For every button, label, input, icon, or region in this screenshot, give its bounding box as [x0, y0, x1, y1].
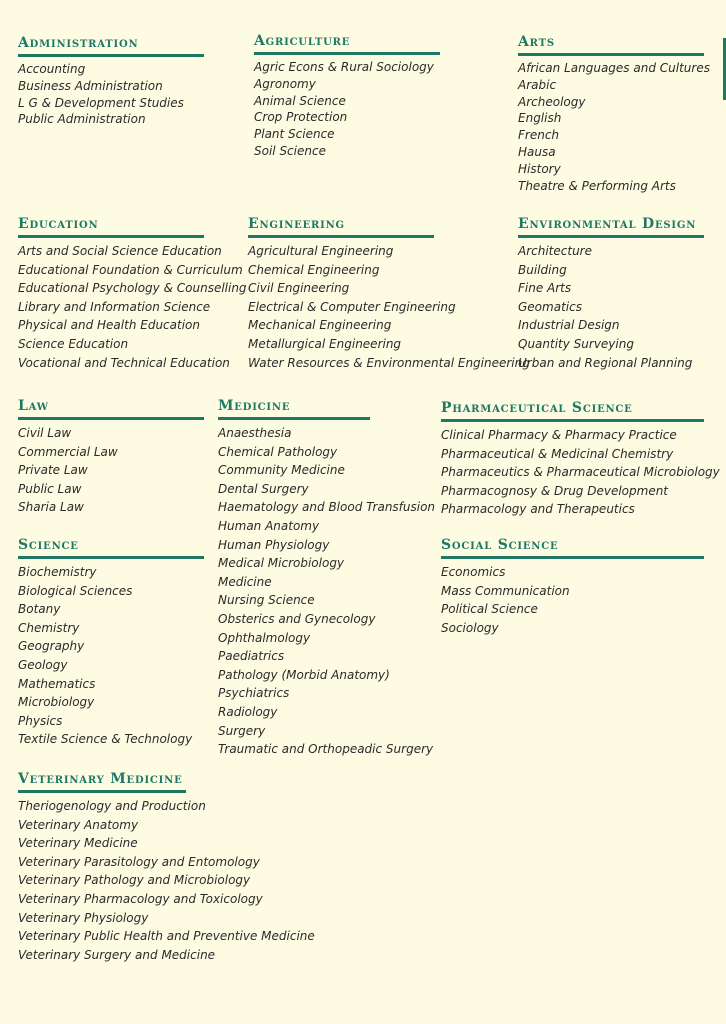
department-item: Geology — [18, 657, 68, 672]
department-item: Nursing Science — [218, 593, 315, 608]
department-list — [254, 59, 440, 160]
section-title: Medicine — [218, 398, 370, 420]
department-item: Arts and Social Science Education — [18, 244, 222, 258]
section-agriculture — [254, 33, 440, 160]
department-list — [248, 242, 530, 372]
department-item: Dental Surgery — [218, 481, 309, 496]
department-item: Plant Science — [254, 127, 335, 142]
department-item: Paediatrics — [218, 649, 285, 664]
section-arts — [518, 34, 710, 194]
section-title: Engineering — [248, 216, 434, 238]
department-item: Public Law — [18, 481, 82, 496]
department-list — [441, 563, 704, 637]
section-title: Arts — [518, 34, 704, 56]
department-item: Commercial Law — [18, 444, 118, 459]
department-item: Veterinary Pharmacology and Toxicology — [18, 891, 263, 906]
department-item: Public Administration — [18, 112, 146, 127]
section-medicine — [218, 398, 436, 759]
department-item: Traumatic and Orthopeadic Surgery — [218, 742, 434, 757]
department-list — [18, 797, 315, 964]
department-item: Psychiatrics — [218, 686, 290, 701]
department-item: Surgery — [218, 723, 266, 738]
department-item: Theatre & Performing Arts — [518, 178, 676, 193]
department-item: Building — [518, 262, 567, 277]
department-item: Economics — [441, 565, 506, 579]
section-title: Environmental Design — [518, 216, 704, 238]
department-item: Crop Protection — [254, 110, 348, 125]
department-item: Water Resources & Environmental Engineering — [248, 355, 530, 370]
department-item: Quantity Surveying — [518, 336, 634, 351]
department-item: Agricultural Engineering — [248, 244, 394, 258]
department-item: Private Law — [18, 463, 88, 478]
department-list — [518, 242, 704, 372]
section-title: Law — [18, 398, 204, 420]
department-item: Mass Communication — [441, 583, 570, 598]
department-item: Metallurgical Engineering — [248, 336, 402, 351]
department-item: Medicine — [218, 574, 272, 589]
department-item: Textile Science & Technology — [18, 732, 193, 747]
department-list — [518, 60, 710, 194]
section-title: Pharmaceutical Science — [441, 400, 704, 422]
department-item: African Languages and Cultures — [518, 61, 710, 75]
department-item: Accounting — [18, 62, 86, 76]
department-item: Agric Econs & Rural Sociology — [254, 60, 434, 74]
department-item: Vocational and Technical Education — [18, 355, 230, 370]
department-item: Chemical Engineering — [248, 262, 380, 277]
department-item: History — [518, 161, 561, 176]
department-list — [18, 424, 204, 517]
section-veterinary-medicine — [18, 771, 315, 964]
section-environmental-design — [518, 216, 704, 372]
department-item: Medical Microbiology — [218, 556, 345, 571]
department-item: Political Science — [441, 602, 538, 617]
department-item: Civil Law — [18, 426, 72, 440]
section-education — [18, 216, 247, 372]
section-law — [18, 398, 204, 517]
department-item: French — [518, 128, 560, 143]
department-item: Hausa — [518, 144, 556, 159]
department-item: Pathology (Morbid Anatomy) — [218, 667, 390, 682]
section-title: Agriculture — [254, 33, 440, 55]
department-item: Radiology — [218, 704, 278, 719]
department-item: Pharmacology and Therapeutics — [441, 502, 635, 517]
department-item: Animal Science — [254, 93, 346, 108]
department-item: Civil Engineering — [248, 281, 350, 296]
department-item: Urban and Regional Planning — [518, 355, 693, 370]
department-item: English — [518, 111, 562, 126]
department-item: Industrial Design — [518, 318, 620, 333]
section-title: Science — [18, 537, 204, 559]
department-item: Geomatics — [518, 299, 582, 314]
department-item: Microbiology — [18, 695, 95, 710]
department-item: Educational Foundation & Curriculum — [18, 262, 243, 277]
department-item: Ophthalmology — [218, 630, 311, 645]
department-item: Archeology — [518, 94, 586, 109]
department-item: Community Medicine — [218, 463, 345, 478]
department-item: Human Physiology — [218, 537, 330, 552]
department-item: Veterinary Medicine — [18, 836, 138, 851]
department-item: Business Administration — [18, 78, 163, 93]
section-title: Veterinary Medicine — [18, 771, 186, 793]
department-item: Physical and Health Education — [18, 318, 200, 333]
department-list — [18, 61, 204, 128]
department-item: Chemistry — [18, 620, 80, 635]
section-engineering — [248, 216, 530, 372]
department-list — [441, 426, 720, 519]
department-item: Library and Information Science — [18, 299, 211, 314]
department-list — [218, 424, 436, 759]
department-item: Pharmaceutics & Pharmaceutical Microbiology — [441, 465, 720, 480]
department-item: Anaesthesia — [218, 426, 292, 440]
section-title: Social Science — [441, 537, 704, 559]
department-item: Soil Science — [254, 143, 326, 158]
section-title: Education — [18, 216, 204, 238]
department-item: Science Education — [18, 336, 129, 351]
department-item: Veterinary Public Health and Preventive Medicine — [18, 929, 315, 944]
department-item: Chemical Pathology — [218, 444, 338, 459]
department-item: Arabic — [518, 77, 557, 92]
department-item: Veterinary Surgery and Medicine — [18, 947, 216, 962]
department-item: L G & Development Studies — [18, 95, 184, 110]
section-social-science — [441, 537, 704, 637]
department-item: Obsterics and Gynecology — [218, 611, 376, 626]
department-item: Mechanical Engineering — [248, 318, 392, 333]
department-item: Biological Sciences — [18, 583, 133, 598]
department-list — [18, 563, 204, 749]
section-science — [18, 537, 204, 749]
department-item: Botany — [18, 602, 61, 617]
department-item: Theriogenology and Production — [18, 799, 206, 813]
department-item: Sharia Law — [18, 500, 84, 515]
department-item: Geography — [18, 639, 85, 654]
department-item: Sociology — [441, 620, 499, 635]
department-item: Mathematics — [18, 676, 96, 691]
department-item: Haematology and Blood Transfusion — [218, 500, 436, 515]
section-title: Administration — [18, 35, 204, 57]
department-item: Veterinary Physiology — [18, 910, 149, 925]
department-item: Electrical & Computer Engineering — [248, 299, 456, 314]
department-item: Clinical Pharmacy & Pharmacy Practice — [441, 428, 677, 442]
section-administration — [18, 35, 204, 128]
department-item: Biochemistry — [18, 565, 97, 579]
department-item: Pharmacognosy & Drug Development — [441, 483, 669, 498]
department-list — [18, 242, 247, 372]
section-pharmaceutical-science — [441, 400, 720, 519]
department-item: Educational Psychology & Counselling — [18, 281, 247, 296]
department-item: Pharmaceutical & Medicinal Chemistry — [441, 446, 674, 461]
department-item: Veterinary Pathology and Microbiology — [18, 873, 251, 888]
department-item: Agronomy — [254, 76, 316, 91]
department-item: Fine Arts — [518, 281, 572, 296]
department-item: Veterinary Anatomy — [18, 817, 139, 832]
department-item: Veterinary Parasitology and Entomology — [18, 854, 260, 869]
department-item: Architecture — [518, 244, 592, 258]
department-item: Physics — [18, 713, 63, 728]
department-item: Human Anatomy — [218, 518, 320, 533]
